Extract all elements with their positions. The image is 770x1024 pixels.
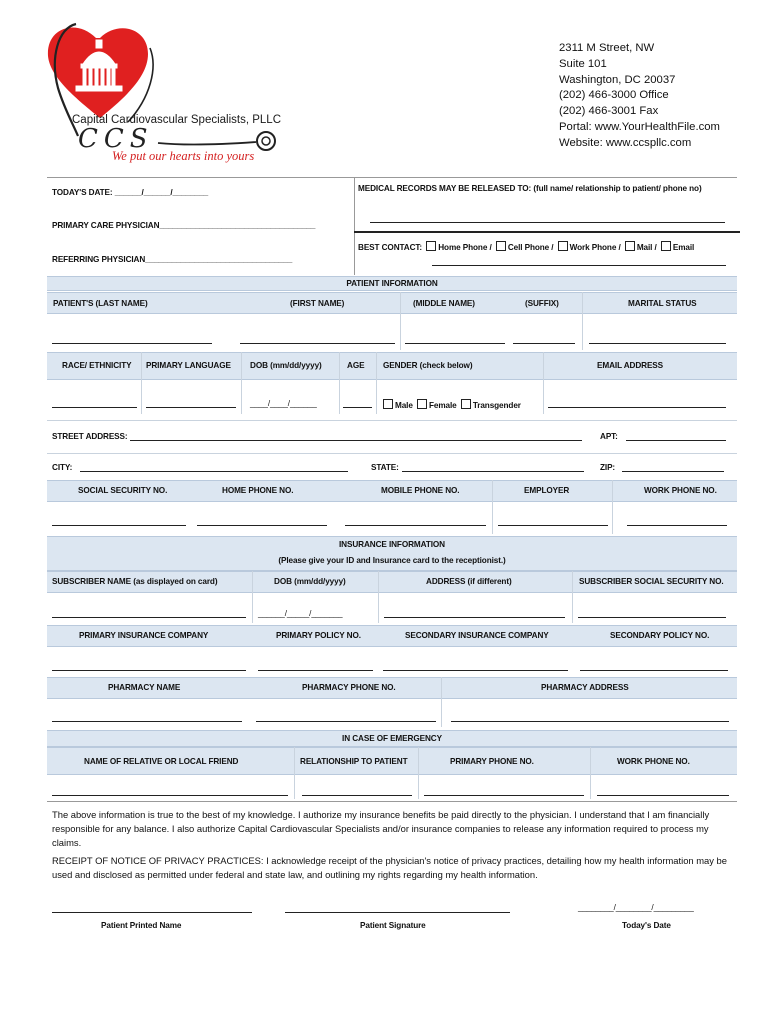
dob-field[interactable]: ____/____/______ [250, 399, 317, 408]
emergency-primary-phone-field[interactable] [424, 795, 584, 796]
cell-divider [339, 352, 340, 414]
home-phone-label: HOME PHONE NO. [222, 486, 294, 495]
last-name-label: PATIENT'S (LAST NAME) [53, 299, 148, 308]
contact-option-mail: Mail / [636, 243, 657, 252]
subscriber-name-field[interactable] [52, 617, 246, 618]
emergency-work-phone-field[interactable] [597, 795, 729, 796]
section-title: PATIENT INFORMATION [346, 279, 438, 288]
logo-letters: CCS [78, 124, 154, 154]
tagline: We put our hearts into yours [112, 149, 255, 163]
gender-male-label: Male [395, 401, 413, 410]
section-title: INSURANCE INFORMATION [339, 540, 445, 549]
todays-date-label: Today's Date [622, 921, 671, 930]
contact-option-work: Work Phone / [569, 243, 621, 252]
suffix-label: (SUFFIX) [525, 299, 559, 308]
work-phone-label: WORK PHONE NO. [644, 486, 717, 495]
section-subtitle: (Please give your ID and Insurance card to the receptionist.) [278, 556, 506, 565]
records-release-field[interactable] [370, 222, 725, 223]
ssn-field[interactable] [52, 525, 186, 526]
subscriber-name-label: SUBSCRIBER NAME (as displayed on card) [52, 577, 218, 586]
subscriber-dob-field[interactable]: ______/_____/_______ [258, 609, 343, 618]
contact-option-cell: Cell Phone / [507, 243, 554, 252]
secondary-policy-label: SECONDARY POLICY NO. [610, 631, 710, 640]
middle-name-field[interactable] [405, 343, 505, 344]
transgender-checkbox[interactable] [461, 399, 471, 409]
gender-label: GENDER (check below) [383, 361, 473, 370]
city-label: CITY: [52, 463, 73, 472]
cell-divider [543, 352, 544, 414]
primary-language-label: PRIMARY LANGUAGE [146, 361, 231, 370]
zip-field[interactable] [622, 471, 724, 472]
secondary-insurance-field[interactable] [383, 670, 568, 671]
male-checkbox[interactable] [383, 399, 393, 409]
female-checkbox[interactable] [417, 399, 427, 409]
cell-divider [612, 480, 613, 534]
age-label: AGE [347, 361, 365, 370]
best-contact-row [358, 241, 694, 252]
cell-divider [141, 352, 142, 414]
address-line: (202) 466-3000 Office [559, 89, 669, 102]
mobile-phone-field[interactable] [345, 525, 486, 526]
emergency-header [47, 730, 737, 747]
address-line: (202) 466-3001 Fax [559, 105, 659, 118]
secondary-insurance-label: SECONDARY INSURANCE COMPANY [405, 631, 549, 640]
gender-female-label: Female [429, 401, 457, 410]
race-ethnicity-label: RACE/ ETHNICITY [62, 361, 132, 370]
cell-divider [492, 480, 493, 534]
cell-divider [252, 571, 253, 623]
pharmacy-address-field[interactable] [451, 721, 729, 722]
top-divider [47, 177, 737, 178]
address-line: Suite 101 [559, 57, 607, 70]
patient-printed-name-label: Patient Printed Name [101, 921, 182, 930]
cell-divider [590, 747, 591, 799]
cell-divider [378, 571, 379, 623]
zip-label: ZIP: [600, 463, 616, 472]
secondary-policy-field[interactable] [580, 670, 728, 671]
race-ethnicity-field[interactable] [52, 407, 137, 408]
last-name-field[interactable] [52, 343, 212, 344]
best-contact-label: BEST CONTACT: [358, 243, 423, 252]
relationship-field[interactable] [302, 795, 412, 796]
primary-insurance-field[interactable] [52, 670, 246, 671]
ssn-label: SOCIAL SECURITY NO. [78, 486, 168, 495]
heart-stethoscope-logo-icon [38, 18, 288, 168]
pharmacy-name-label: PHARMACY NAME [108, 683, 181, 692]
cell-divider [294, 747, 295, 799]
cell-divider [376, 352, 377, 414]
mail-checkbox[interactable] [625, 241, 635, 251]
subscriber-address-label: ADDRESS (if different) [426, 577, 512, 586]
pharmacy-address-label: PHARMACY ADDRESS [541, 683, 629, 692]
suffix-field[interactable] [513, 343, 575, 344]
email-address-label: EMAIL ADDRESS [597, 361, 664, 370]
gender-options [381, 399, 521, 410]
street-address-label: STREET ADDRESS: [52, 432, 128, 441]
contact-option-email: Email [672, 243, 695, 252]
patient-printed-name-field[interactable] [52, 912, 252, 913]
patient-signature-field[interactable] [285, 912, 510, 913]
apt-label: APT: [600, 432, 618, 441]
employer-field[interactable] [498, 525, 608, 526]
apt-field[interactable] [626, 440, 726, 441]
street-address-field[interactable] [130, 440, 582, 441]
email-address-field[interactable] [548, 407, 726, 408]
row-divider [47, 453, 737, 454]
subscriber-dob-label: DOB (mm/dd/yyyy) [274, 577, 346, 586]
city-field[interactable] [80, 471, 348, 472]
cell-divider [418, 747, 419, 799]
subscriber-address-field[interactable] [384, 617, 565, 618]
email-checkbox[interactable] [661, 241, 671, 251]
state-label: STATE: [371, 463, 399, 472]
legal-divider [47, 801, 737, 802]
age-field[interactable] [343, 407, 372, 408]
authorization-statement: The above information is true to the best of my knowledge. I authorize my insurance benefits be paid directly to the physician. I understand that I am financially responsible for any balance. I also authorize Capital Cardiovascular Specialists and/or insurance companies to release any information required to process my claims. [52, 809, 710, 848]
insurance-info-header [47, 536, 737, 571]
middle-name-label: (MIDDLE NAME) [413, 299, 475, 308]
state-field[interactable] [402, 471, 584, 472]
primary-language-field[interactable] [146, 407, 236, 408]
top-split [354, 177, 355, 275]
referring-physician-field[interactable]: REFERRING PHYSICIAN_________________________________ [52, 255, 293, 264]
first-name-field[interactable] [240, 343, 395, 344]
mobile-phone-label: MOBILE PHONE NO. [381, 486, 460, 495]
first-name-label: (FIRST NAME) [290, 299, 345, 308]
pharmacy-phone-field[interactable] [256, 721, 436, 722]
home-phone-field[interactable] [197, 525, 327, 526]
relationship-label: RELATIONSHIP TO PATIENT [300, 757, 408, 766]
portal-link[interactable]: Portal: www.YourHealthFile.com [559, 120, 720, 133]
practice-name: Capital Cardiovascular Specialists, PLLC [72, 114, 282, 126]
primary-policy-label: PRIMARY POLICY NO. [276, 631, 361, 640]
cell-divider [241, 352, 242, 414]
dob-label: DOB (mm/dd/yyyy) [250, 361, 322, 370]
primary-insurance-label: PRIMARY INSURANCE COMPANY [79, 631, 209, 640]
contact-option-home: Home Phone / [438, 243, 492, 252]
row-divider [47, 420, 737, 421]
pharmacy-name-field[interactable] [52, 721, 242, 722]
marital-status-label: MARITAL STATUS [628, 299, 697, 308]
work-phone-field[interactable] [627, 525, 727, 526]
employer-label: EMPLOYER [524, 486, 570, 495]
practice-logo [38, 18, 288, 168]
marital-status-field[interactable] [589, 343, 726, 344]
relative-name-label: NAME OF RELATIVE OR LOCAL FRIEND [84, 757, 239, 766]
emergency-primary-phone-label: PRIMARY PHONE NO. [450, 757, 534, 766]
subscriber-ssn-label: SUBSCRIBER SOCIAL SECURITY NO. [579, 577, 724, 586]
cell-divider [400, 292, 401, 350]
relative-name-field[interactable] [52, 795, 288, 796]
subscriber-ssn-field[interactable] [578, 617, 726, 618]
primary-care-physician-field[interactable]: PRIMARY CARE PHYSICIAN___________________________________ [52, 221, 316, 230]
patient-signature-label: Patient Signature [360, 921, 426, 930]
practice-address [559, 41, 720, 152]
emergency-work-phone-label: WORK PHONE NO. [617, 757, 690, 766]
website-link[interactable]: Website: www.ccspllc.com [559, 136, 692, 149]
gender-transgender-label: Transgender [472, 401, 521, 410]
contact-rule [354, 231, 740, 233]
cell-phone-checkbox[interactable] [496, 241, 506, 251]
work-phone-checkbox[interactable] [558, 241, 568, 251]
cell-divider [572, 571, 573, 623]
primary-policy-field[interactable] [258, 670, 373, 671]
patient-info-header [47, 276, 737, 291]
home-phone-checkbox[interactable] [426, 241, 436, 251]
address-line: Washington, DC 20037 [559, 73, 676, 86]
todays-date-field[interactable]: TODAY'S DATE: ______/______/________ [52, 188, 209, 197]
best-contact-field[interactable] [432, 265, 726, 266]
todays-date-sign-field[interactable]: ________/________/_________ [578, 903, 694, 912]
section-title: IN CASE OF EMERGENCY [342, 734, 442, 743]
address-line: 2311 M Street, NW [559, 42, 655, 54]
pharmacy-phone-label: PHARMACY PHONE NO. [302, 683, 396, 692]
privacy-notice-statement: RECEIPT OF NOTICE OF PRIVACY PRACTICES: I acknowledge receipt of the physician's notice of privacy practices, detailing how my health information may be used and disclosed as permitted under federal and state law, and outlining my rights regarding my health information. [52, 855, 727, 880]
records-release-label: MEDICAL RECORDS MAY BE RELEASED TO: (full name/ relationship to patient/ phone no) [358, 184, 702, 193]
cell-divider [441, 677, 442, 727]
cell-divider [582, 292, 583, 350]
